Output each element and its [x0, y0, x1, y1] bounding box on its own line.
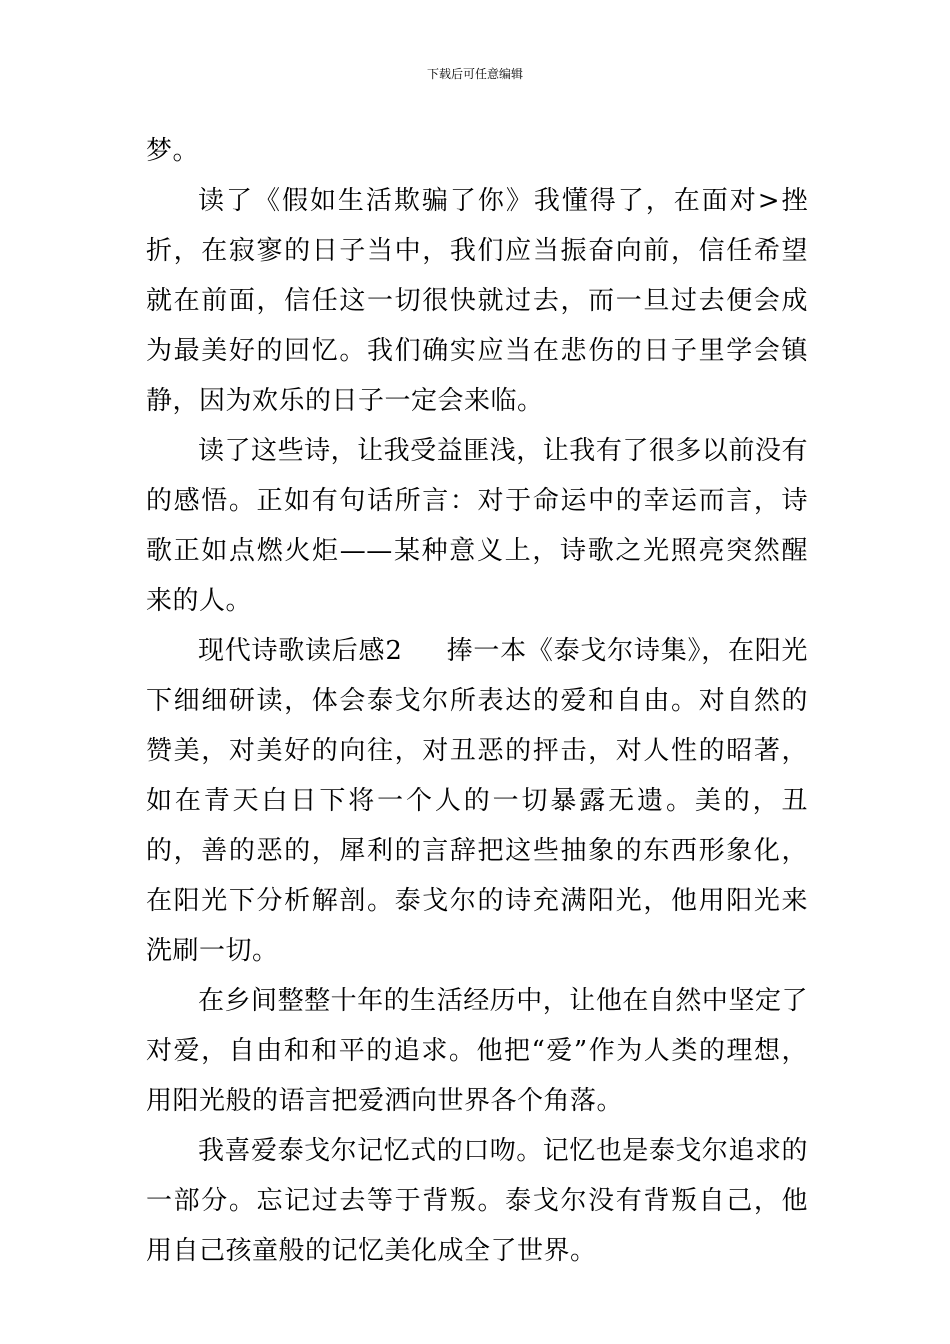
document-body [146, 126, 808, 1276]
paragraph-2: 读了《假如生活欺骗了你》我懂得了，在面对>挫折，在寂寥的日子当中，我们应当振奋向前，信任希望就在前面，信任这一切很快就过去，而一旦过去便会成为最美好的回忆。我们确实应当在悲伤的日子里学会镇静，因为欢乐的日子一定会来临。 [146, 186, 808, 416]
paragraph-1: 梦。 [146, 136, 200, 166]
paragraph-4-lead: 捧一本《泰戈尔诗集》，在阳光 [446, 636, 808, 666]
section-title: 现代诗歌读后感2 [198, 636, 403, 666]
page-header: 下载后可任意编辑 [426, 67, 523, 81]
paragraph-5: 在乡间整整十年的生活经历中，让他在自然中坚定了对爱，自由和和平的追求。他把“爱”作为人类的理想，用阳光般的语言把爱洒向世界各个角落。 [146, 986, 808, 1116]
paragraph-6: 我喜爱泰戈尔记忆式的口吻。记忆也是泰戈尔追求的一部分。忘记过去等于背叛。泰戈尔没有背叛自己，他用自己孩童般的记忆美化成全了世界。 [146, 1136, 808, 1266]
paragraph-4-body: 下细细研读，体会泰戈尔所表达的爱和自由。对自然的赞美，对美好的向往，对丑恶的抨击，对人性的昭著，如在青天白日下将一个人的一切暴露无遗。美的，丑的，善的恶的，犀利的言辞把这些抽象的东西形象化，在阳光下分析解剖。泰戈尔的诗充满阳光，他用阳光来洗刷一切。 [146, 686, 808, 966]
paragraph-3: 读了这些诗，让我受益匪浅，让我有了很多以前没有的感悟。正如有句话所言：对于命运中的幸运而言，诗歌正如点燃火炬——某种意义上，诗歌之光照亮突然醒来的人。 [146, 436, 808, 616]
paragraph-4 [146, 626, 808, 976]
